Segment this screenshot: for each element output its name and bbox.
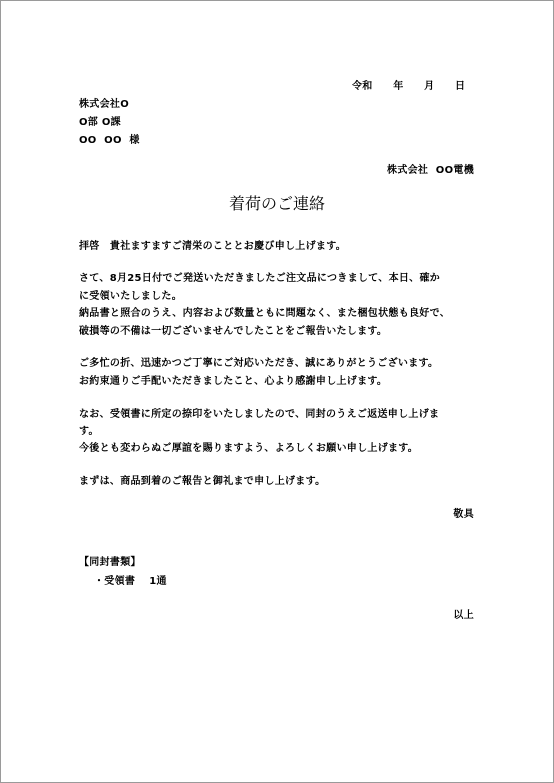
body-line: す。	[79, 426, 99, 437]
sender-company: 株式会社 OO電機	[387, 165, 474, 176]
enclosure-item: ・受領書 1通	[94, 576, 167, 587]
document-title: 着荷のご連絡	[228, 194, 325, 213]
body-line: 今後とも変わらぬご厚誼を賜りますよう、よろしくお願い申し上げます。	[79, 443, 419, 454]
body-line: さて、8月25日付でご発送いただきましたご注文品につきまして、本日、確か	[79, 273, 441, 284]
body-line: まずは、商品到着のご報告と御礼まで申し上げます。	[79, 476, 326, 487]
body-line: ご多忙の折、迅速かつご丁寧にご対応いただき、誠にありがとうございます。	[79, 358, 439, 369]
body-line: なお、受領書に所定の捺印をいたしましたので、同封のうえご返送申し上げま	[79, 409, 440, 420]
body-line: お約束通りご手配いただきましたこと、心より感謝申し上げます。	[79, 376, 388, 387]
document-date: 令和 年 月 日	[352, 81, 466, 92]
body-line: 納品書と照合のうえ、内容および数量ともに問題なく、また梱包状態も良好で、	[79, 308, 450, 319]
end-ijou: 以上	[453, 610, 474, 621]
recipient-department: O部 O課	[79, 117, 121, 128]
recipient-company: 株式会社O	[79, 99, 130, 110]
body-line: に受領いたしました。	[79, 291, 182, 302]
body-line: 拝啓 貴社ますますご清栄のこととお慶び申し上げます。	[79, 241, 346, 252]
closing-keigu: 敬具	[453, 509, 474, 520]
body-line: 破損等の不備は一切ございませんでしたことをご報告いたします。	[79, 326, 388, 337]
recipient-name: OO OO 様	[79, 135, 140, 146]
enclosure-heading: 【同封書類】	[79, 557, 141, 568]
